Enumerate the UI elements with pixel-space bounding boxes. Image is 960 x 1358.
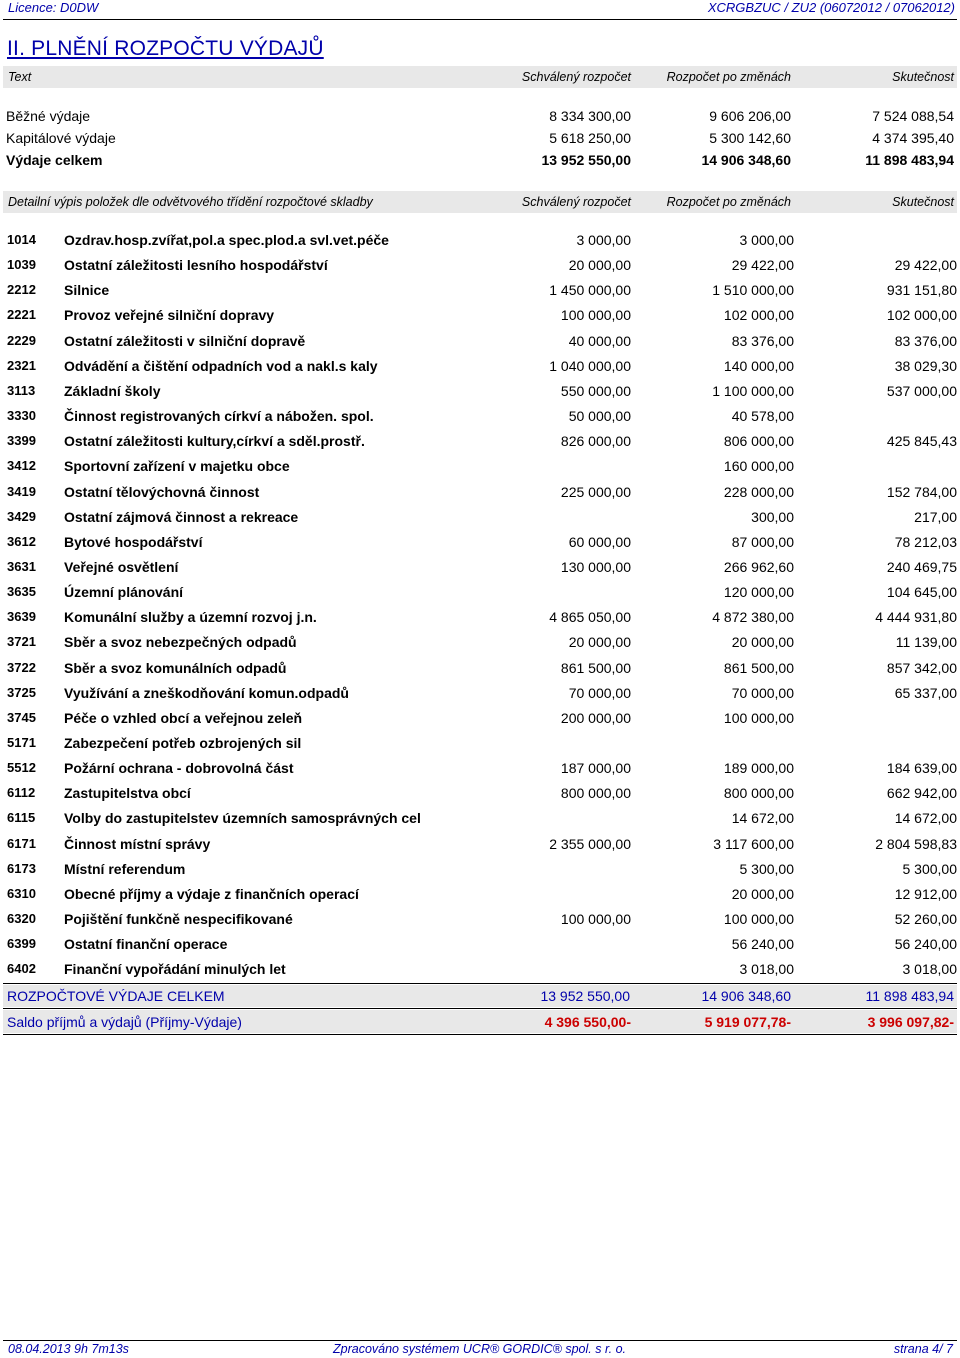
- row-approved: 861 500,00: [560, 659, 631, 676]
- total-actual: 11 898 483,94: [865, 988, 954, 1004]
- saldo-divider: [3, 1008, 957, 1009]
- row-name: Veřejné osvětlení: [64, 558, 179, 575]
- row-name: Využívání a zneškodňování komun.odpadů: [64, 684, 349, 701]
- row-name: Územní plánování: [64, 584, 184, 601]
- page-footer: [3, 1342, 957, 1358]
- table-row: [3, 229, 957, 254]
- row-code: 5512: [7, 760, 36, 776]
- summary-approved: 5 618 250,00: [549, 130, 631, 146]
- table-row: [3, 430, 957, 455]
- document-id: XCRGBZUC / ZU2 (06072012 / 07062012): [707, 0, 955, 15]
- row-approved: 1 040 000,00: [549, 357, 631, 374]
- table-row: [3, 933, 957, 958]
- row-approved: 550 000,00: [560, 382, 631, 399]
- row-revised: 806 000,00: [723, 433, 794, 450]
- row-code: 3612: [7, 533, 36, 549]
- summary-header-actual: Skutečnost: [892, 70, 954, 84]
- table-row: [3, 833, 957, 858]
- summary-label: Běžné výdaje: [6, 108, 91, 124]
- table-row: [3, 455, 957, 480]
- row-name: Odvádění a čištění odpadních vod a nakl.s kaly: [64, 357, 378, 374]
- row-actual: 857 342,00: [886, 659, 957, 676]
- saldo-actual: 3 996 097,82-: [867, 1014, 954, 1030]
- table-row: [3, 279, 957, 304]
- table-row: [3, 807, 957, 832]
- table-row: [3, 682, 957, 707]
- row-approved: 70 000,00: [568, 684, 631, 701]
- saldo-revised: 5 919 077,78-: [704, 1014, 791, 1030]
- page-title: II. PLNĚNÍ ROZPOČTU VÝDAJŮ: [7, 37, 324, 60]
- row-approved: 100 000,00: [560, 307, 631, 324]
- row-name: Ostatní záležitosti kultury,církví a sděl.prostř.: [64, 433, 365, 450]
- row-actual: 11 139,00: [895, 634, 957, 651]
- row-name: Ostatní tělovýchovná činnost: [64, 483, 260, 500]
- summary-actual: 11 898 483,94: [865, 152, 954, 168]
- row-actual: 537 000,00: [886, 382, 957, 399]
- total-divider: [3, 983, 957, 984]
- summary-row: [3, 106, 957, 128]
- row-actual: 65 337,00: [894, 684, 957, 701]
- summary-revised: 14 906 348,60: [701, 152, 791, 168]
- row-actual: 2 804 598,83: [875, 835, 957, 852]
- row-actual: 3 018,00: [902, 961, 957, 978]
- row-code: 2229: [7, 332, 36, 348]
- row-actual: 104 645,00: [886, 584, 957, 601]
- row-code: 3639: [7, 609, 36, 625]
- row-revised: 800 000,00: [723, 785, 794, 802]
- table-row: [3, 908, 957, 933]
- row-approved: 2 355 000,00: [549, 835, 631, 852]
- footer-page-number: strana 4/ 7: [893, 1342, 953, 1356]
- summary-header-revised: Rozpočet po změnách: [666, 70, 791, 84]
- row-actual: 102 000,00: [886, 307, 957, 324]
- row-name: Komunální služby a územní rozvoj j.n.: [64, 609, 317, 626]
- row-code: 3721: [7, 634, 36, 650]
- row-approved: 20 000,00: [568, 634, 631, 651]
- row-name: Obecné příjmy a výdaje z finančních operací: [64, 885, 359, 902]
- row-revised: 1 100 000,00: [712, 382, 794, 399]
- row-actual: 4 444 931,80: [875, 609, 957, 626]
- row-code: 6171: [7, 835, 36, 851]
- row-name: Místní referendum: [64, 860, 186, 877]
- table-row: [3, 858, 957, 883]
- row-actual: 52 260,00: [894, 911, 957, 928]
- row-actual: 425 845,43: [886, 433, 957, 450]
- summary-header-approved: Schválený rozpočet: [521, 70, 631, 84]
- row-actual: 12 912,00: [894, 885, 957, 902]
- summary-revised: 5 300 142,60: [709, 130, 791, 146]
- row-code: 6112: [7, 785, 36, 801]
- table-row: [3, 304, 957, 329]
- detail-header-approved: Schválený rozpočet: [521, 195, 631, 209]
- row-revised: 861 500,00: [723, 659, 794, 676]
- row-approved: 225 000,00: [560, 483, 631, 500]
- row-approved: 3 000,00: [576, 232, 631, 248]
- licence-label: Licence: D0DW: [8, 0, 99, 15]
- row-name: Bytové hospodářství: [64, 533, 203, 550]
- row-revised: 56 240,00: [731, 936, 794, 953]
- total-revised: 14 906 348,60: [701, 988, 791, 1004]
- row-revised: 20 000,00: [731, 634, 794, 651]
- row-revised: 5 300,00: [739, 860, 794, 877]
- table-row: [3, 506, 957, 531]
- row-name: Ostatní zájmová činnost a rekreace: [64, 508, 299, 525]
- row-revised: 29 422,00: [731, 257, 794, 274]
- table-row: [3, 405, 957, 430]
- table-row: [3, 531, 957, 556]
- row-revised: 228 000,00: [723, 483, 794, 500]
- summary-row-total: [3, 150, 957, 172]
- row-actual: 5 300,00: [902, 860, 957, 877]
- table-row: [3, 606, 957, 631]
- row-actual: 56 240,00: [894, 936, 957, 953]
- row-code: 3330: [7, 408, 36, 424]
- row-approved: 100 000,00: [560, 911, 631, 928]
- summary-header: [3, 66, 957, 88]
- row-approved: 40 000,00: [568, 332, 631, 349]
- total-label: ROZPOČTOVÉ VÝDAJE CELKEM: [7, 988, 225, 1004]
- row-actual: 240 469,75: [886, 558, 957, 575]
- row-approved: 1 450 000,00: [549, 282, 631, 299]
- row-code: 3635: [7, 584, 36, 600]
- saldo-approved: 4 396 550,00-: [544, 1014, 631, 1030]
- row-code: 3745: [7, 709, 36, 725]
- row-name: Zabezpečení potřeb ozbrojených sil: [64, 735, 302, 751]
- table-row: [3, 631, 957, 656]
- row-revised: 3 117 600,00: [713, 835, 794, 852]
- table-row: [3, 782, 957, 807]
- table-row: [3, 732, 957, 757]
- row-actual: 184 639,00: [886, 760, 957, 777]
- row-code: 6320: [7, 911, 36, 927]
- row-approved: 800 000,00: [560, 785, 631, 802]
- row-code: 2321: [7, 357, 36, 373]
- row-code: 3429: [7, 508, 36, 524]
- summary-actual: 4 374 395,40: [872, 130, 954, 146]
- footer-processed: Zpracováno systémem UCR® GORDIC® spol. s r. o.: [333, 1342, 627, 1356]
- row-name: Pojištění funkčně nespecifikované: [64, 911, 293, 928]
- detail-header-text: Detailní výpis položek dle odvětvového třídění rozpočtové skladby: [8, 195, 373, 209]
- row-actual: 38 029,30: [894, 357, 957, 374]
- summary-header-text: Text: [8, 70, 32, 84]
- row-revised: 70 000,00: [731, 684, 794, 701]
- summary-row: [3, 128, 957, 150]
- table-row: [3, 958, 957, 983]
- row-name: Volby do zastupitelstev územních samosprávných cel: [64, 810, 421, 827]
- row-code: 5171: [7, 735, 36, 750]
- row-actual: 931 151,80: [886, 282, 957, 299]
- header-divider: [3, 19, 957, 20]
- row-revised: 189 000,00: [723, 760, 794, 777]
- row-approved: 50 000,00: [568, 408, 631, 425]
- row-code: 1039: [7, 257, 36, 273]
- row-approved: 130 000,00: [560, 558, 631, 575]
- footer-datetime: 08.04.2013 9h 7m13s: [8, 1342, 129, 1356]
- row-code: 6402: [7, 961, 36, 977]
- row-revised: 120 000,00: [723, 584, 794, 601]
- row-code: 3113: [7, 382, 36, 398]
- saldo-row: [3, 1010, 957, 1033]
- summary-actual: 7 524 088,54: [872, 108, 954, 124]
- row-code: 1014: [7, 232, 36, 247]
- row-approved: 20 000,00: [568, 257, 631, 274]
- table-row: [3, 481, 957, 506]
- row-actual: 29 422,00: [894, 257, 957, 274]
- row-code: 3631: [7, 558, 36, 574]
- row-name: Ostatní záležitosti lesního hospodářství: [64, 257, 328, 274]
- row-code: 2212: [7, 282, 36, 298]
- row-code: 6115: [7, 810, 36, 826]
- detail-header: [3, 191, 957, 213]
- saldo-bottom-divider: [3, 1034, 957, 1035]
- row-name: Provoz veřejné silniční dopravy: [64, 307, 275, 324]
- row-actual: 662 942,00: [886, 785, 957, 802]
- row-revised: 300,00: [751, 508, 794, 525]
- row-approved: 826 000,00: [560, 433, 631, 450]
- row-name: Činnost registrovaných církví a nábožen. spol.: [64, 408, 374, 425]
- table-row: [3, 254, 957, 279]
- row-code: 6173: [7, 860, 36, 876]
- summary-revised: 9 606 206,00: [709, 108, 791, 124]
- row-approved: 60 000,00: [568, 533, 631, 550]
- row-name: Ozdrav.hosp.zvířat,pol.a spec.plod.a svl.vet.péče: [64, 232, 389, 248]
- summary-approved: 8 334 300,00: [549, 108, 631, 124]
- row-name: Ostatní finanční operace: [64, 936, 228, 953]
- row-approved: 187 000,00: [560, 760, 631, 777]
- total-row: [3, 985, 957, 1007]
- row-code: 3722: [7, 659, 36, 675]
- row-approved: 4 865 050,00: [549, 609, 631, 626]
- row-code: 3412: [7, 458, 36, 474]
- saldo-label: Saldo příjmů a výdajů (Příjmy-Výdaje): [7, 1014, 242, 1030]
- row-revised: 266 962,60: [723, 558, 794, 575]
- row-revised: 20 000,00: [731, 885, 794, 902]
- row-code: 3725: [7, 684, 36, 700]
- row-code: 6399: [7, 936, 36, 952]
- row-code: 3419: [7, 483, 36, 499]
- row-revised: 3 000,00: [739, 232, 794, 248]
- row-name: Činnost místní správy: [64, 835, 211, 852]
- row-name: Zastupitelstva obcí: [64, 785, 191, 802]
- row-revised: 3 018,00: [739, 961, 794, 978]
- row-name: Základní školy: [64, 382, 161, 399]
- row-actual: 78 212,03: [894, 533, 957, 550]
- table-row: [3, 757, 957, 782]
- total-approved: 13 952 550,00: [540, 988, 630, 1004]
- summary-approved: 13 952 550,00: [541, 152, 631, 168]
- row-revised: 4 872 380,00: [712, 609, 794, 626]
- row-revised: 100 000,00: [723, 709, 794, 726]
- table-row: [3, 581, 957, 606]
- detail-header-actual: Skutečnost: [892, 195, 954, 209]
- summary-label: Kapitálové výdaje: [6, 130, 116, 146]
- footer-divider: [3, 1340, 957, 1341]
- row-name: Požární ochrana - dobrovolná část: [64, 760, 294, 777]
- page-header: [3, 0, 957, 18]
- table-row: [3, 355, 957, 380]
- table-row: [3, 707, 957, 732]
- table-row: [3, 380, 957, 405]
- detail-header-revised: Rozpočet po změnách: [666, 195, 791, 209]
- row-name: Péče o vzhled obcí a veřejnou zeleň: [64, 709, 303, 726]
- row-revised: 140 000,00: [723, 357, 794, 374]
- row-revised: 102 000,00: [723, 307, 794, 324]
- table-row: [3, 330, 957, 355]
- row-actual: 14 672,00: [894, 810, 957, 827]
- row-revised: 14 672,00: [731, 810, 794, 827]
- row-code: 2221: [7, 307, 36, 323]
- row-approved: 200 000,00: [560, 709, 631, 726]
- row-revised: 100 000,00: [723, 911, 794, 928]
- row-revised: 83 376,00: [731, 332, 794, 349]
- row-actual: 217,00: [914, 508, 957, 525]
- row-name: Silnice: [64, 282, 110, 299]
- row-revised: 1 510 000,00: [712, 282, 794, 299]
- table-row: [3, 657, 957, 682]
- row-revised: 87 000,00: [731, 533, 794, 550]
- row-name: Sportovní zařízení v majetku obce: [64, 458, 290, 475]
- table-row: [3, 883, 957, 908]
- row-code: 6310: [7, 885, 36, 901]
- row-revised: 160 000,00: [723, 458, 794, 475]
- row-actual: 83 376,00: [894, 332, 957, 349]
- row-revised: 40 578,00: [731, 408, 794, 425]
- row-code: 3399: [7, 433, 36, 449]
- table-row: [3, 556, 957, 581]
- row-name: Sběr a svoz nebezpečných odpadů: [64, 634, 297, 651]
- summary-label: Výdaje celkem: [6, 152, 103, 168]
- row-name: Sběr a svoz komunálních odpadů: [64, 659, 287, 676]
- row-name: Finanční vypořádání minulých let: [64, 961, 286, 978]
- row-actual: 152 784,00: [886, 483, 957, 500]
- row-name: Ostatní záležitosti v silniční dopravě: [64, 332, 306, 349]
